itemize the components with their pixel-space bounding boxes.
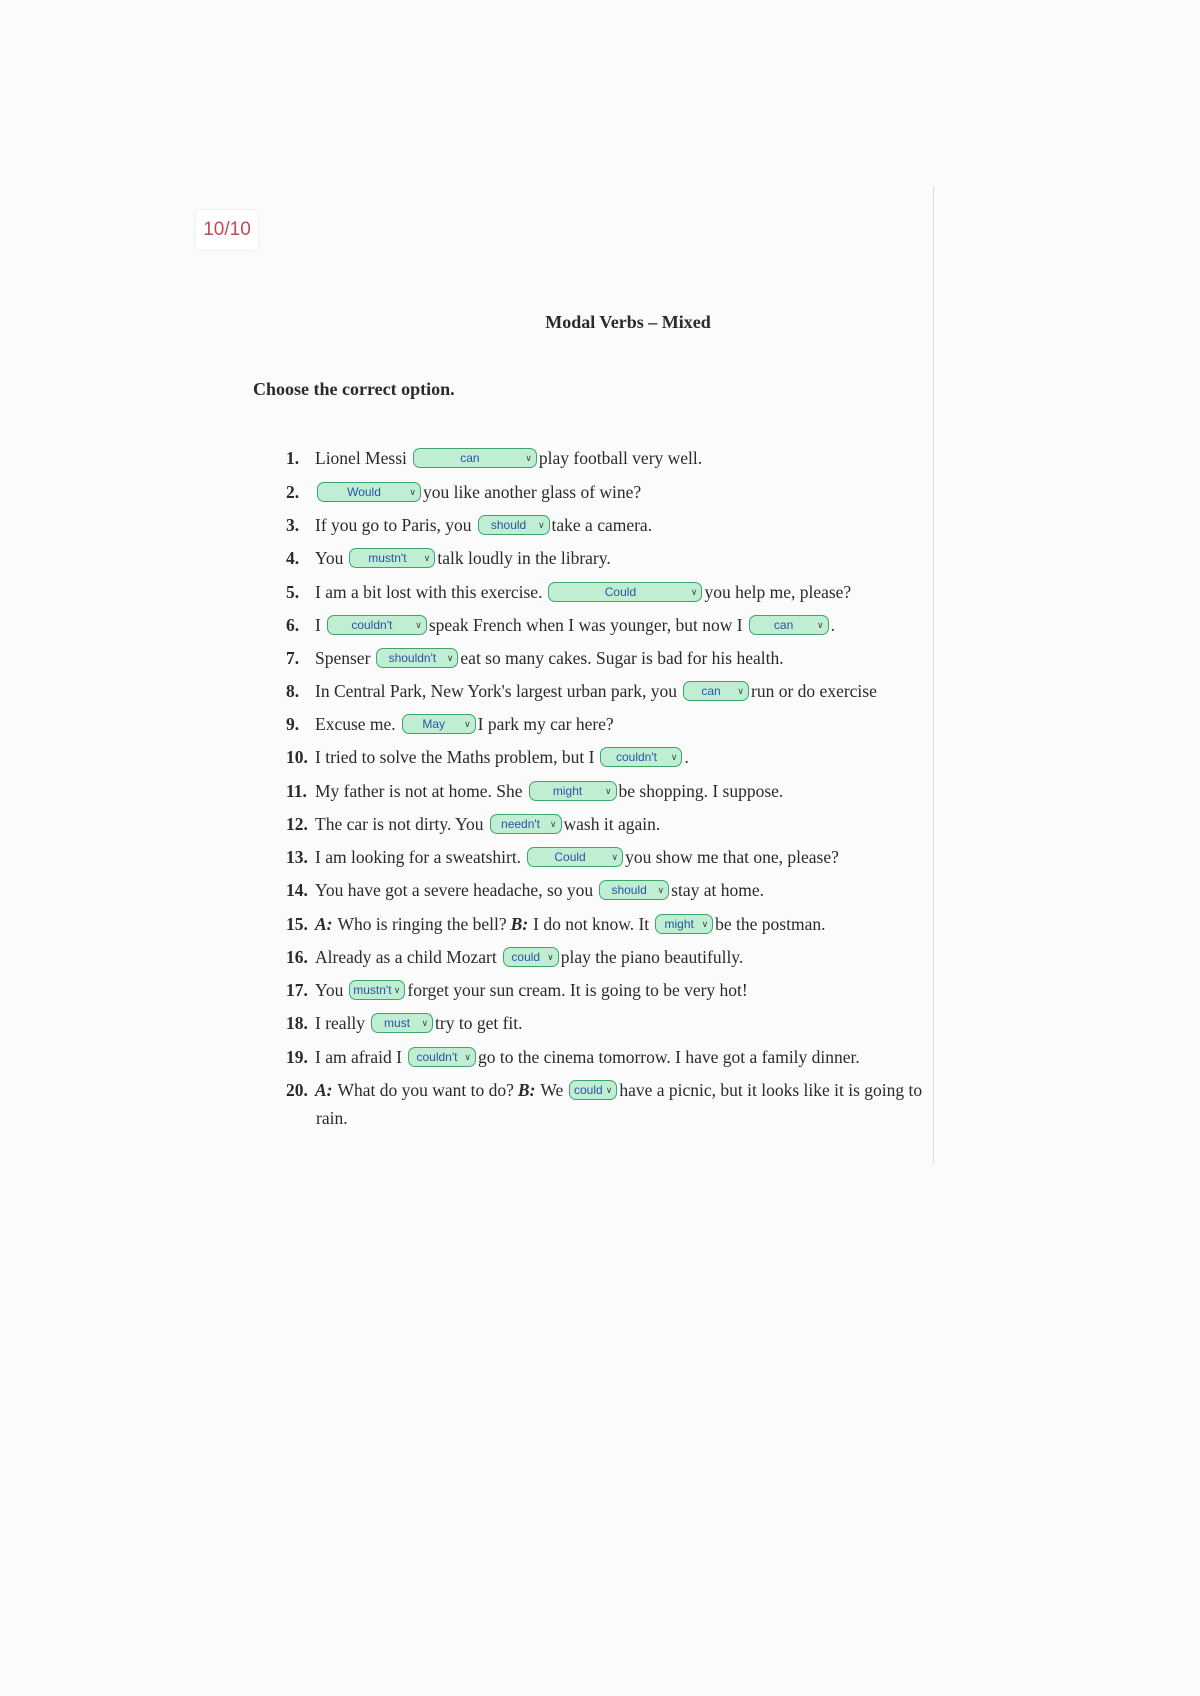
chevron-down-icon: ∨ [415,620,422,630]
answer-dropdown[interactable] [749,615,829,635]
chevron-down-icon: ∨ [393,985,401,995]
dropdown-selected-value: couldn't [615,750,657,764]
dropdown-selected-value: May [422,717,445,731]
sentence-text: What do you want to do? [337,1079,514,1100]
score-badge: 10/10 [196,210,258,250]
sentence-text: have a picnic, but it looks like it is going to [619,1079,923,1100]
chevron-down-icon: ∨ [657,885,665,895]
speaker-label [511,914,529,935]
exercise-item [286,810,934,838]
item-number: 7. [286,647,300,668]
sentence-text: go to the cinema tomorrow. I have got a family dinner. [477,1046,860,1067]
exercise-item [286,578,934,606]
answer-dropdown[interactable] [655,914,713,934]
sentence-text: play football very well. [538,447,703,468]
sentence-text: My father is not at home. She [315,780,523,801]
item-number: 3. [286,514,300,535]
item-number: 9. [286,713,300,734]
sentence-text: I am a bit lost with this exercise. [315,581,543,602]
dropdown-selected-value: might [552,784,583,798]
item-number: 18. [286,1012,308,1033]
chevron-down-icon: ∨ [605,1085,613,1095]
answer-dropdown[interactable] [683,681,749,701]
answer-dropdown[interactable] [490,814,562,834]
sentence-text: run or do exercise [751,680,877,701]
item-number: 14. [286,879,308,900]
sentence-text: speak French when I was younger, but now I [428,614,743,635]
dropdown-selected-value: couldn't [416,1050,458,1064]
sentence-text: You [315,979,344,1000]
chevron-down-icon: ∨ [604,786,612,796]
exercise-item [286,644,934,672]
chevron-down-icon: ∨ [537,520,545,530]
sentence-text: I am looking for a sweatshirt. [315,846,522,867]
sentence-text: . [830,614,835,635]
answer-dropdown[interactable] [599,880,669,900]
chevron-down-icon: ∨ [423,553,431,563]
answer-dropdown[interactable] [600,747,682,767]
chevron-down-icon: ∨ [611,852,619,862]
sentence-text: I park my car here? [477,713,614,734]
dropdown-selected-value: might [664,917,694,931]
item-number: 12. [286,813,308,834]
chevron-down-icon: ∨ [464,719,471,729]
exercise-item [286,976,934,1004]
sentence-text: Excuse me. [315,713,396,734]
exercise-item [286,876,934,904]
item-number: 8. [286,680,300,701]
sentence-text: I tried to solve the Maths problem, but I [315,746,595,767]
sentence-text: I really [315,1012,366,1033]
item-number: 16. [286,946,308,967]
item-number: 10. [286,746,308,767]
chevron-down-icon: ∨ [421,1018,429,1028]
sentence-text: wash it again. [563,813,661,834]
exercise-item [286,1076,934,1104]
exercise-item [286,910,934,938]
exercise-item [286,511,934,539]
dropdown-selected-value: shouldn't [388,651,437,665]
item-number: 6. [286,614,300,635]
answer-dropdown[interactable] [503,947,559,967]
sentence-text: eat so many cakes. Sugar is bad for his health. [460,647,784,668]
item-number: 1. [286,447,300,468]
exercise-item [286,943,934,971]
answer-dropdown[interactable] [371,1013,433,1033]
sentence-text: Spenser [315,647,371,668]
answer-dropdown[interactable] [349,548,435,568]
chevron-down-icon: ∨ [701,919,709,929]
item-number: 19. [286,1046,308,1067]
answer-dropdown[interactable] [408,1047,476,1067]
answer-dropdown[interactable] [413,448,537,468]
chevron-down-icon: ∨ [737,686,745,696]
sentence-text: You [315,547,344,568]
sentence-text: I do not know. It [533,913,650,934]
item-number: 15. [286,913,308,934]
page-title: Modal Verbs – Mixed [545,312,711,332]
exercise-item [286,843,934,871]
sentence-text: talk loudly in the library. [437,547,611,568]
exercise-item [286,710,934,738]
dropdown-selected-value: can [773,618,794,632]
dropdown-selected-value: must [384,1016,411,1030]
sentence-text: In Central Park, New York's largest urban park, you [315,680,678,701]
sentence-text: . [684,746,689,767]
exercise-item [286,478,934,506]
chevron-down-icon: ∨ [549,819,557,829]
answer-dropdown[interactable] [548,582,702,602]
sentence-text: be shopping. I suppose. [618,780,784,801]
item-number: 2. [286,481,300,502]
chevron-down-icon: ∨ [409,487,416,497]
sentence-text: Lionel Messi [315,447,407,468]
sentence-text: If you go to Paris, you [315,514,472,535]
item-20-continuation: rain. [316,1108,348,1128]
dropdown-selected-value: should [490,518,527,532]
sentence-text: I am afraid I [315,1046,402,1067]
sentence-text: be the postman. [715,913,826,934]
answer-dropdown[interactable] [527,847,623,867]
chevron-down-icon: ∨ [547,952,554,962]
item-number: 4. [286,547,300,568]
answer-dropdown[interactable] [376,648,458,668]
speaker-label-text: A: [315,1079,333,1100]
chevron-down-icon: ∨ [525,453,532,463]
sentence-text: stay at home. [671,879,764,900]
chevron-down-icon: ∨ [446,653,454,663]
dropdown-selected-value: Could [604,585,637,599]
sentence-text: take a camera. [551,514,653,535]
answer-dropdown[interactable] [317,482,421,502]
chevron-down-icon: ∨ [464,1052,471,1062]
item-number: 11. [286,780,307,801]
speaker-label-text: B: [510,913,529,934]
sentence-text: try to get fit. [435,1012,523,1033]
exercise-item [286,743,934,771]
answer-dropdown[interactable] [529,781,617,801]
exercise-item [286,1009,934,1037]
sentence-text: We [540,1079,564,1100]
sentence-text: play the piano beautifully. [560,946,744,967]
sentence-text: you show me that one, please? [625,846,839,867]
item-number: 17. [286,979,308,1000]
dropdown-selected-value: mustn't [353,983,392,997]
dropdown-selected-value: can [701,684,721,698]
sentence-text: You have got a severe headache, so you [315,879,594,900]
dropdown-selected-value: should [611,883,647,897]
dropdown-selected-value: Could [554,850,586,864]
exercise-item [286,677,934,705]
dropdown-selected-value: Would [347,485,381,499]
exercise-item [286,444,934,472]
speaker-label-text: B: [517,1079,536,1100]
exercise-item [286,544,934,572]
answer-dropdown[interactable] [327,615,427,635]
chevron-down-icon: ∨ [816,620,824,630]
speaker-label [518,1080,536,1101]
sentence-text: you help me, please? [704,581,852,602]
sentence-text: you like another glass of wine? [423,481,642,502]
sentence-text: forget your sun cream. It is going to be very hot! [407,979,748,1000]
item-number: 13. [286,846,308,867]
speaker-label-text: A: [315,913,333,934]
speaker-label [315,1080,333,1101]
speaker-label [315,914,333,935]
answer-dropdown[interactable] [402,714,476,734]
dropdown-selected-value: can [460,451,480,465]
answer-dropdown[interactable] [349,980,405,1000]
sentence-text: Already as a child Mozart [315,946,497,967]
dropdown-selected-value: couldn't [351,618,393,632]
dropdown-selected-value: needn't [501,817,541,831]
answer-dropdown[interactable] [569,1080,617,1100]
item-number: 20. [286,1079,308,1100]
exercise-item [286,611,934,639]
sentence-text: Who is ringing the bell? [337,913,507,934]
exercise-item [286,1043,934,1071]
item-number: 5. [286,581,300,602]
answer-dropdown[interactable] [478,515,550,535]
chevron-down-icon: ∨ [690,587,698,597]
instruction-text: Choose the correct option. [253,379,455,399]
dropdown-selected-value: mustn't [368,551,407,565]
dropdown-selected-value: could [573,1083,603,1097]
chevron-down-icon: ∨ [670,752,678,762]
sentence-text: The car is not dirty. You [315,813,484,834]
exercise-item [286,777,934,805]
dropdown-selected-value: could [511,950,541,964]
sentence-text: I [315,614,321,635]
